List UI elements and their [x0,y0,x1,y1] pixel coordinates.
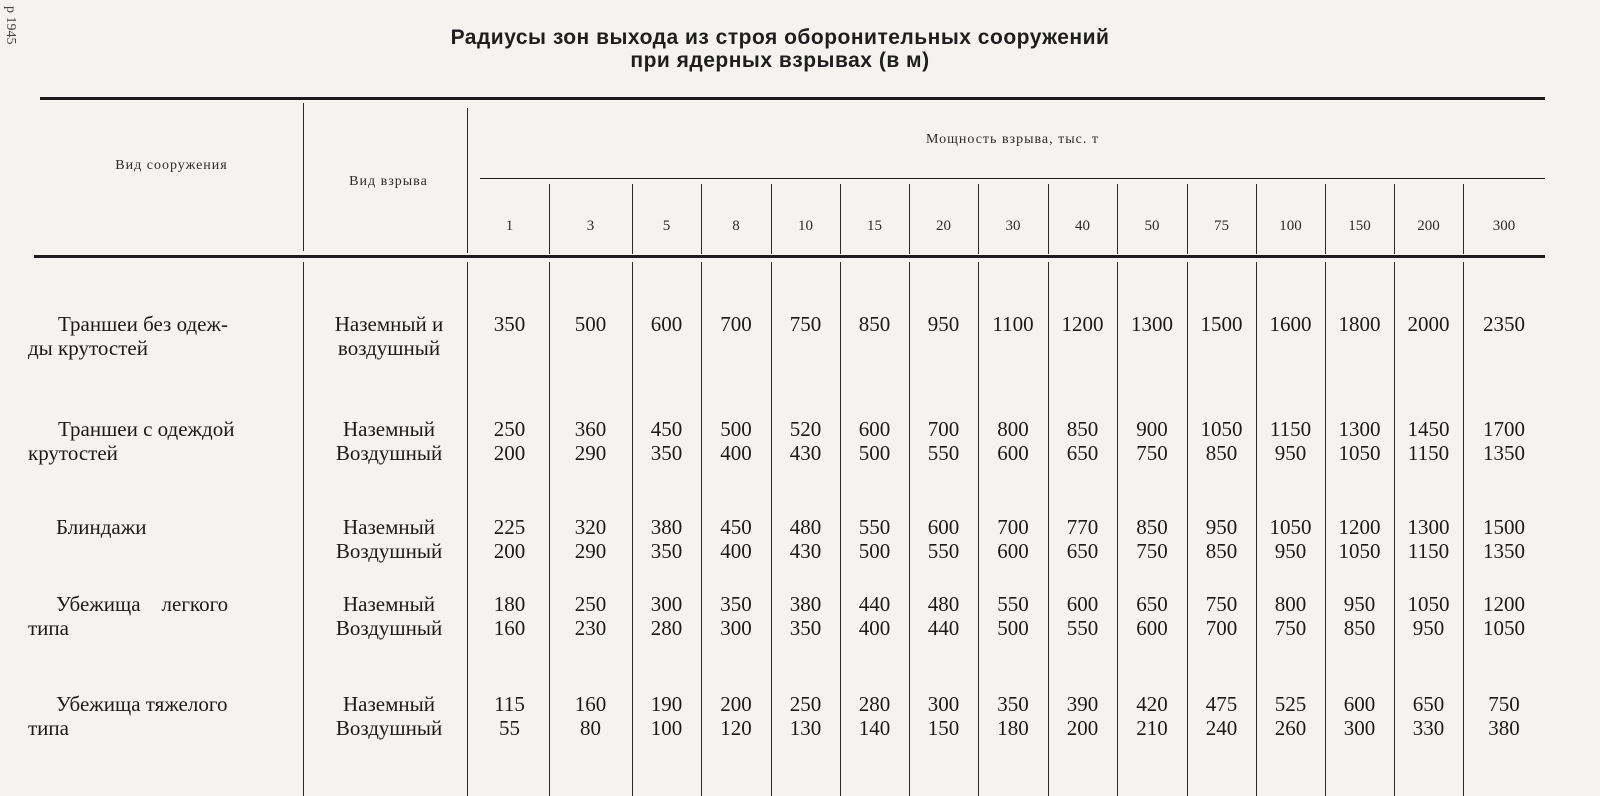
radius-value: 850 [1205,441,1238,465]
structure-label: Убежища тяжелого [56,692,228,716]
body-column-divider [303,262,304,796]
radius-value: 950 [1274,539,1307,563]
radius-value: 750 [1274,616,1307,640]
radius-value: 1300 [1338,417,1381,441]
radius-value: 350 [789,616,822,640]
radius-value: 1800 [1338,312,1381,336]
radius-value: 475 [1205,692,1238,716]
radius-value: 850 [1205,539,1238,563]
radius-value: 1050 [1407,592,1450,616]
radius-value: 700 [927,417,960,441]
radius-value: 350 [650,539,683,563]
radius-value: 600 [1343,692,1376,716]
radius-value: 250 [493,417,526,441]
header-bottom-rule [34,255,1545,258]
radius-value: 290 [574,539,607,563]
power-header-5: 5 [662,218,671,234]
radius-value: 750 [789,312,822,336]
radius-value: 650 [1066,539,1099,563]
radius-value: 180 [493,592,526,616]
explosion-kind-label: Воздушный [335,539,443,563]
radius-value: 1050 [1200,417,1243,441]
radius-value: 550 [927,441,960,465]
explosion-kind-label: Наземный [343,592,435,616]
radius-value: 330 [1412,716,1445,740]
radius-value: 300 [720,616,752,640]
radius-value: 600 [1136,616,1168,640]
radius-value: 800 [1274,592,1307,616]
explosion-kind-label: Воздушный [335,716,443,740]
radius-value: 600 [858,417,891,441]
explosion-kind-label: Наземный и [334,312,444,336]
radius-value: 770 [1066,515,1099,539]
radius-value: 130 [789,716,822,740]
radius-value: 1200 [1483,592,1525,616]
radius-value: 1500 [1483,515,1525,539]
radius-value: 230 [574,616,607,640]
power-header-150: 150 [1348,218,1371,234]
power-header-200: 200 [1417,218,1440,234]
radius-value: 200 [493,539,526,563]
radius-value: 290 [574,441,607,465]
radius-value: 350 [650,441,683,465]
explosion-kind-label: Наземный [343,515,435,539]
radius-value: 600 [1066,592,1099,616]
radius-value: 280 [858,692,891,716]
radius-value: 850 [1343,616,1376,640]
radius-value: 200 [493,441,526,465]
structure-label: типа [28,716,69,740]
radius-value: 240 [1205,716,1238,740]
radius-value: 320 [574,515,607,539]
radius-value: 400 [720,441,752,465]
table-title-line-1: Радиусы зон выхода из строя оборонительных сооружений [450,26,1110,49]
radius-value: 1500 [1200,312,1243,336]
structure-label: Траншеи с одеждой [58,417,235,441]
power-header-300: 300 [1492,218,1516,234]
radius-value: 1050 [1338,441,1381,465]
radius-value: 450 [720,515,752,539]
structure-label: Блиндажи [56,515,147,539]
radius-value: 440 [858,592,891,616]
structure-label: ды крутостей [28,336,148,360]
explosion-kind-label: Воздушный [335,441,443,465]
radius-value: 480 [789,515,822,539]
power-header-20: 20 [936,218,951,234]
power-header-75: 75 [1214,218,1229,234]
radius-value: 200 [720,692,752,716]
radius-value: 550 [1066,616,1099,640]
radius-value: 500 [858,539,891,563]
radius-value: 2350 [1483,312,1525,336]
radius-value: 520 [789,417,822,441]
radius-value: 650 [1412,692,1445,716]
radius-value: 1700 [1483,417,1525,441]
radius-value: 600 [650,312,683,336]
radius-value: 550 [858,515,891,539]
radius-value: 1050 [1483,616,1525,640]
radius-value: 350 [997,692,1029,716]
radius-value: 950 [1205,515,1238,539]
radius-value: 850 [1136,515,1168,539]
header-divider-explosion [467,108,468,253]
radius-value: 1050 [1338,539,1381,563]
radius-value: 430 [789,441,822,465]
header-explosion-type: Вид взрыва [349,174,428,189]
explosion-kind-label: воздушный [337,336,441,360]
structure-label: крутостей [28,441,118,465]
table-title-line-2: при ядерных взрывах (в м) [630,49,930,72]
radius-value: 200 [1066,716,1099,740]
radius-value: 210 [1136,716,1168,740]
explosion-kind-label: Воздушный [335,616,443,640]
radius-value: 2000 [1407,312,1450,336]
radius-value: 250 [574,592,607,616]
radius-value: 700 [1205,616,1238,640]
power-subheader-rule [480,178,1545,179]
radius-value: 250 [789,692,822,716]
radius-value: 300 [927,692,960,716]
radius-value: 650 [1136,592,1168,616]
radius-value: 420 [1136,692,1168,716]
radius-value: 1150 [1407,539,1450,563]
radius-value: 1150 [1407,441,1450,465]
radius-value: 1100 [992,312,1034,336]
power-header-3: 3 [586,218,595,234]
radius-value: 480 [927,592,960,616]
radius-value: 525 [1274,692,1307,716]
margin-mark: р 1945 [3,6,18,45]
radius-value: 950 [1274,441,1307,465]
radius-value: 160 [574,692,607,716]
radius-value: 600 [997,539,1029,563]
radius-value: 500 [997,616,1029,640]
radius-value: 750 [1136,539,1168,563]
radius-value: 550 [927,539,960,563]
radius-value: 1300 [1407,515,1450,539]
radius-value: 750 [1488,692,1520,716]
header-explosion-power: Мощность взрыва, тыс. т [926,132,1099,147]
structure-label: Траншеи без одеж- [58,312,228,336]
radius-value: 120 [720,716,752,740]
radius-value: 190 [650,692,683,716]
radius-value: 180 [997,716,1029,740]
radius-value: 380 [650,515,683,539]
radius-value: 1350 [1483,441,1525,465]
header-structure-type: Вид сооружения [115,158,228,173]
radius-value: 100 [650,716,683,740]
radius-value: 1300 [1131,312,1173,336]
radius-value: 1050 [1269,515,1312,539]
radius-value: 950 [1343,592,1376,616]
radius-value: 950 [1412,616,1445,640]
radius-value: 400 [858,616,891,640]
radius-value: 430 [789,539,822,563]
power-header-40: 40 [1075,218,1090,234]
radius-value: 700 [997,515,1029,539]
radius-value: 300 [1343,716,1376,740]
radius-value: 1200 [1338,515,1381,539]
structure-label: типа [28,616,69,640]
radius-value: 55 [499,716,520,740]
explosion-kind-label: Наземный [343,417,435,441]
power-header-30: 30 [1005,218,1021,234]
radius-value: 1450 [1407,417,1450,441]
radius-value: 500 [858,441,891,465]
radius-value: 900 [1136,417,1168,441]
radius-value: 450 [650,417,683,441]
radius-value: 140 [858,716,891,740]
radius-value: 850 [1066,417,1099,441]
radius-value: 650 [1066,441,1099,465]
radius-value: 1200 [1061,312,1104,336]
power-header-15: 15 [867,218,882,234]
radius-value: 150 [927,716,960,740]
radius-value: 80 [580,716,601,740]
radius-value: 1600 [1269,312,1312,336]
power-header-10: 10 [798,218,813,234]
radius-value: 750 [1136,441,1168,465]
radius-value: 1150 [1269,417,1312,441]
power-header-100: 100 [1279,218,1302,234]
radius-value: 380 [1488,716,1520,740]
radius-value: 360 [574,417,607,441]
explosion-kind-label: Наземный [343,692,435,716]
radius-value: 225 [493,515,526,539]
radius-value: 750 [1205,592,1238,616]
radius-value: 600 [997,441,1029,465]
radius-value: 550 [997,592,1029,616]
radius-value: 350 [493,312,526,336]
structure-label: Убежища легкого [56,592,229,616]
radius-value: 260 [1274,716,1307,740]
radius-value: 440 [927,616,960,640]
radius-value: 600 [927,515,960,539]
radius-value: 500 [720,417,752,441]
power-header-50: 50 [1144,218,1160,234]
radius-value: 115 [494,692,525,716]
header-divider-structure [303,103,304,251]
power-header-1: 1 [505,218,514,234]
radius-value: 280 [650,616,683,640]
radius-value: 950 [927,312,960,336]
radius-value: 800 [997,417,1029,441]
radius-value: 160 [493,616,526,640]
radius-value: 350 [720,592,752,616]
radius-value: 380 [789,592,822,616]
radius-value: 390 [1066,692,1099,716]
radius-value: 300 [650,592,683,616]
radius-value: 500 [574,312,607,336]
radius-value: 700 [720,312,752,336]
power-header-8: 8 [732,218,740,234]
radius-value: 400 [720,539,752,563]
top-rule [40,97,1545,100]
radius-value: 850 [858,312,891,336]
radius-value: 1350 [1483,539,1525,563]
